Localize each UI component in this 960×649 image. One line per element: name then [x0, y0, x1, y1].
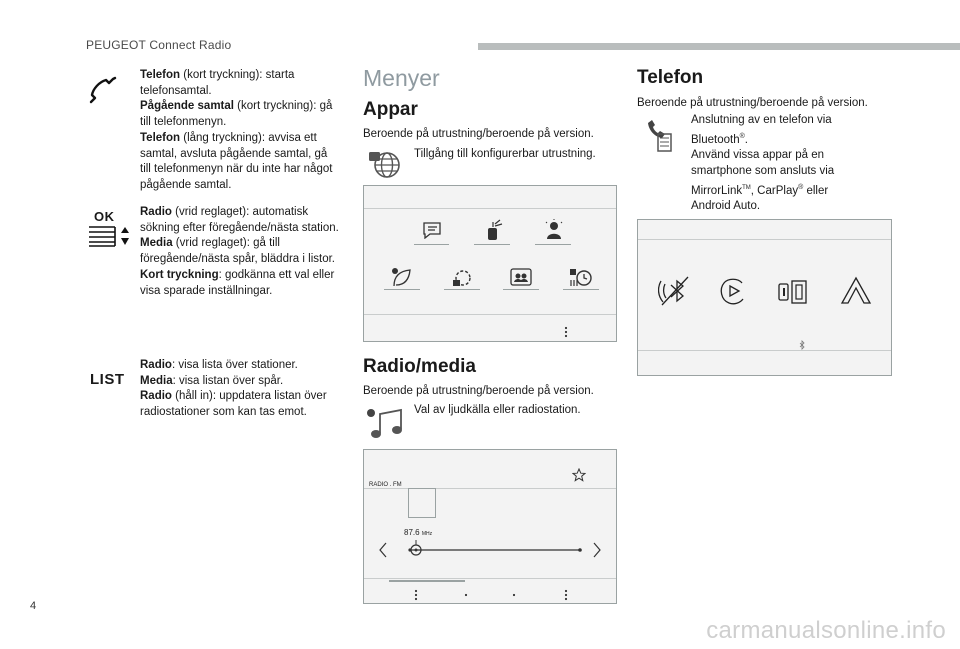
favorite-star-icon[interactable]: [572, 468, 586, 482]
telefon-intro: Beroende på utrustning/beroende på version.: [637, 97, 868, 109]
radio-list-icon[interactable]: [414, 589, 418, 601]
list-label: LIST: [90, 371, 125, 388]
header-title: PEUGEOT Connect Radio: [86, 38, 232, 52]
next-station-icon[interactable]: [592, 542, 602, 558]
tuning-slider[interactable]: [402, 538, 584, 558]
globe-apps-icon: [366, 148, 402, 180]
header-bar: [478, 43, 960, 50]
radio-more-menu-icon[interactable]: [564, 589, 568, 601]
ok-dial-icon: [88, 224, 132, 248]
ok-text: Radio (vrid reglaget): automatisk sökning efter föregående/nästa station. Media (vrid reglaget): gå till föregående/nästa spår, bläddra i listor. Kort tryckning: godkänna ett val eller visa sparade inställningar.: [140, 206, 339, 297]
telefon-desc: Anslutning av en telefon via Bluetooth®. Använd vissa appar på en smartphone som ansluts via MirrorLink™, CarPlay® eller Android Auto.: [691, 114, 835, 213]
app-timer-icon[interactable]: [569, 266, 593, 288]
frequency-readout: 87.6 MHz: [404, 528, 433, 537]
watermark: carmanualsonline.info: [706, 617, 946, 644]
prev-station-icon[interactable]: [378, 542, 388, 558]
section-title-menyer: Menyer: [363, 65, 440, 91]
radio-dot-2-icon[interactable]: [512, 593, 516, 597]
page-number: 4: [30, 600, 37, 612]
app-voice-icon[interactable]: [421, 221, 443, 239]
phone-text: Telefon (kort tryckning): starta telefonsamtal. Pågående samtal (kort tryckning): gå till telefonmenyn. Telefon (lång tryckning): avvisa ett samtal, avsluta pågående samtal, gå till telefonmenyn när du inte har något pågående samtal.: [140, 69, 333, 191]
phone-screen: [637, 219, 892, 376]
radio-screen: [363, 449, 617, 604]
list-text: Radio: visa lista över stationer. Media: visa listan över spår. Radio (håll in): uppdatera listan över radiostationer som kan tas emot.: [140, 359, 327, 419]
more-menu-icon[interactable]: [564, 326, 568, 338]
ok-label: OK: [94, 209, 115, 224]
station-artwork: [408, 488, 436, 518]
radio-source-label: RADIO . FM: [369, 482, 402, 488]
apps-intro: Beroende på utrustning/beroende på version.: [363, 128, 594, 140]
telefon-title: Telefon: [637, 67, 704, 88]
apps-title: Appar: [363, 99, 418, 120]
app-eco-icon[interactable]: [390, 266, 412, 288]
phone-handset-icon: [86, 74, 126, 106]
phone-book-icon: [645, 118, 675, 154]
bluetooth-status-icon: [799, 340, 805, 350]
radio-dot-1-icon[interactable]: [464, 593, 468, 597]
app-contacts-icon[interactable]: [510, 268, 532, 286]
app-settings-icon[interactable]: [451, 266, 473, 288]
music-note-icon: [366, 405, 404, 441]
bluetooth-icon[interactable]: [658, 274, 692, 308]
apps-screen: [363, 185, 617, 342]
radio-media-desc: Val av ljudkälla eller radiostation.: [414, 404, 581, 416]
app-profile-icon[interactable]: [544, 219, 564, 241]
android-auto-icon[interactable]: [840, 276, 872, 306]
carplay-icon[interactable]: [718, 276, 748, 306]
radio-media-title: Radio/media: [363, 356, 476, 377]
app-connectivity-icon[interactable]: [484, 219, 504, 241]
apps-desc: Tillgång till konfigurerbar utrustning.: [414, 148, 596, 160]
mirrorlink-icon[interactable]: [778, 278, 808, 306]
radio-media-intro: Beroende på utrustning/beroende på version.: [363, 385, 594, 397]
